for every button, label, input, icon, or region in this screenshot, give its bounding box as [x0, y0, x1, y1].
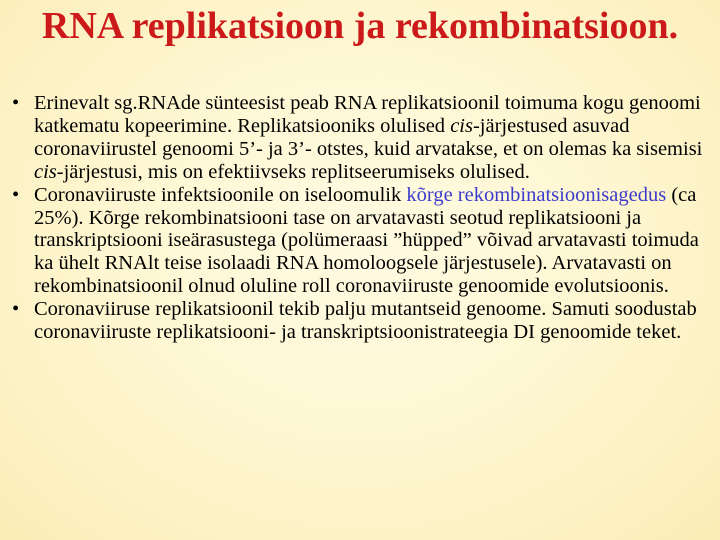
- bullet-1-text-c: -järjestusi, mis on efektiivseks replitseerumiseks olulised.: [56, 160, 530, 183]
- bullet-item-1: [12, 92, 712, 184]
- bullet-list: [12, 92, 712, 344]
- bullet-item-2: [12, 184, 712, 299]
- bullet-2-text-a: Coronaviiruste infektsioonile on iseloomulik: [34, 183, 407, 206]
- bullet-item-3: [12, 298, 712, 344]
- bullet-1-text-b: -järjestused asuvad coronaviirustel genoomi 5’- ja 3’- otstes, kuid arvatakse, et on olemas ka sisemisi: [34, 114, 703, 160]
- bullet-3-text: Coronaviiruse replikatsioonil tekib palju mutantseid genoome. Samuti soodustab coronaviiruste replikatsiooni- ja transkriptsioonistrateegia DI genoomide teket.: [34, 298, 697, 344]
- bullet-dot-icon: •: [12, 298, 20, 321]
- slide-title: RNA replikatsioon ja rekombinatsioon.: [41, 5, 679, 47]
- bullet-dot-icon: •: [12, 183, 20, 206]
- bullet-2-highlight: kõrge rekombinatsioonisagedus: [406, 183, 667, 206]
- bullet-dot-icon: •: [12, 92, 20, 114]
- bullet-2-text-b: (ca 25%). Kõrge rekombinatsiooni tase on arvatavasti seotud replikatsiooni ja transkriptsiooni iseärasustega (polümeraasi ”hüpped” võivad arvatavasti toimuda ka ühelt RNAlt teise isolaadi RNA homoloogsele järjestusele). Arvatavasti on rekombinatsioonil olnud oluline roll coronaviiruste genoomide evolutsioonis.: [34, 183, 699, 298]
- bullet-1-italic-cis-b: cis: [34, 160, 57, 183]
- bullet-1-italic-cis-a: cis: [450, 114, 473, 137]
- bullet-1-text-a: Erinevalt sg.RNAde sünteesist peab RNA replikatsioonil toimuma kogu genoomi katkematu kopeerimine. Replikatsiooniks olulised: [34, 92, 701, 137]
